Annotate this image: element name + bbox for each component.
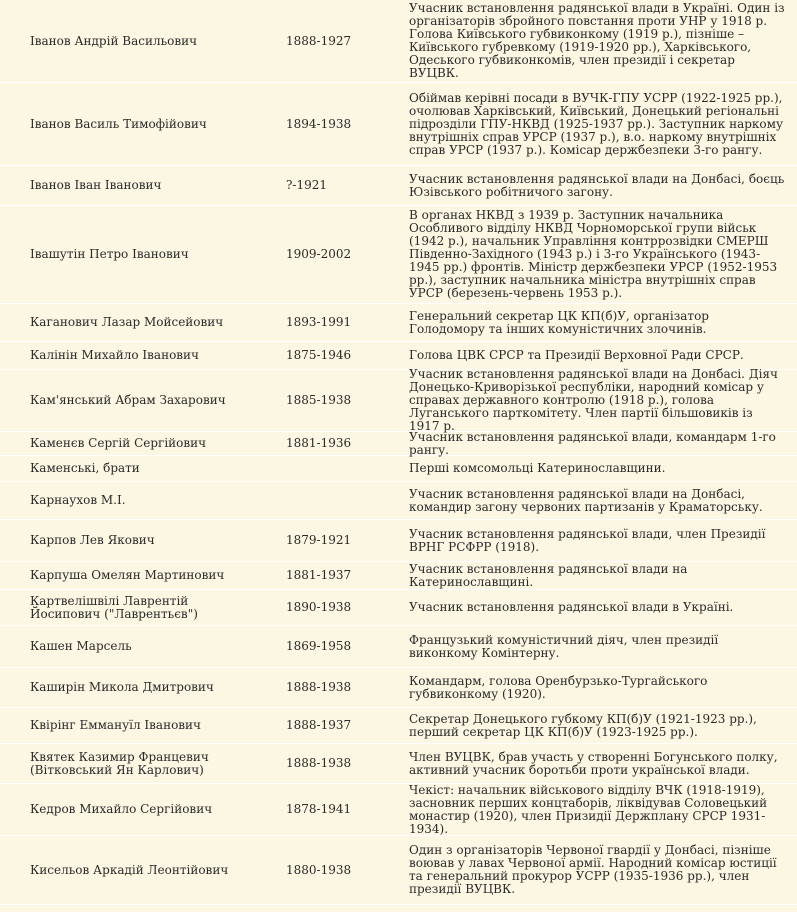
table-row: [0, 206, 797, 304]
person-name: Калінін Михайло Іванович: [30, 348, 199, 362]
life-years: 1880-1938: [286, 862, 352, 877]
person-name: Кедров Михайло Сергійович: [30, 802, 213, 816]
life-years: 1878-1941: [286, 802, 352, 816]
person-name: Каганович Лазар Мойсейович: [30, 315, 224, 329]
table-row: [0, 482, 797, 520]
person-description: Секретар Донецького губкому КП(б)У (1921-1923 рр.), перший секретар ЦК КП(б)У (1923-1925 рр.).: [409, 711, 757, 739]
table-row: [0, 562, 797, 590]
life-years: 1881-1937: [286, 568, 352, 582]
person-description: Учасник встановлення радянської влади, член Президії ВРНГ РСФРР (1918).: [409, 526, 766, 554]
table-row: [0, 429, 797, 457]
life-years: 1888-1937: [286, 718, 352, 732]
person-name: Картвелішвілі Лаврентій Йосипович ("Лаврентьєв"): [30, 593, 198, 621]
person-name: Квятек Казимир Францевич (Вітковський Ян Карлович): [30, 749, 209, 777]
person-name: Іванов Василь Тимофійович: [30, 116, 207, 131]
life-years: 1888-1938: [286, 756, 352, 770]
table-row: [0, 0, 797, 83]
table-row: [0, 708, 797, 744]
person-name: Карпуша Омелян Мартинович: [30, 568, 225, 582]
person-description: Обіймав керівні посади в ВУЧК-ГПУ УСРР (1922-1925 рр.), очолював Харківський, Київський, Донецький регіональні підрозділи ГПУ-НКВД (1925-1937 рр.). Заступник наркому внутрішніх справ УРСР (1937 р.), в.о. наркому внутрішніх справ УРСР (1937 р.). Комісар держбезпеки 3-го рангу.: [409, 90, 784, 157]
person-description: Командарм, голова Оренбурзько-Тургайського губвиконкому (1920).: [409, 673, 708, 701]
person-name: Каменські, брати: [30, 461, 140, 475]
table-row: [0, 590, 797, 626]
person-name: Карпов Лев Якович: [30, 533, 155, 547]
table-row: [0, 456, 797, 482]
life-years: ?-1921: [286, 178, 328, 192]
table-row: [0, 836, 797, 905]
table-row: [0, 304, 797, 342]
life-years: 1894-1938: [286, 116, 352, 131]
table-row: [0, 626, 797, 668]
table-row: [0, 83, 797, 166]
table-row: [0, 367, 797, 433]
table-row: [0, 784, 797, 836]
life-years: 1888-1938: [286, 680, 352, 694]
person-description: Генеральний секретар ЦК КП(б)У, організатор Голодомору та інших комуністичних злочинів.: [409, 308, 709, 336]
table-row: [0, 668, 797, 708]
table-row: [0, 744, 797, 784]
person-description: В органах НКВД з 1939 р. Заступник начальника Особливого відділу НКВД Чорноморської групи військ (1942 р.), начальник Управління контррозвідки СМЕРШ Південно-Західного (1943 р.) і 3-го Українського (1943-1945 рр.) фронтів. Міністр держбезпеки УРСР (1952-1953 рр.), заступник начальника міністра внутрішніх справ УРСР (березень-червень 1953 р.).: [409, 208, 778, 300]
life-years: 1879-1921: [286, 533, 352, 547]
person-name: Кам'янський Абрам Захарович: [30, 393, 226, 407]
person-name: Каменєв Сергій Сергійович: [30, 436, 207, 450]
person-description: Учасник встановлення радянської влади в Україні. Один із організаторів збройного повстання проти УНР у 1918 р. Голова Київського губвиконкому (1919 р.), пізніше – Київського губревкому (1919-1920 рр.), Харківського, Одеського губвиконкомів, член президії і секретар ВУЦВК.: [409, 1, 785, 80]
table-row: [0, 166, 797, 206]
life-years: 1909-2002: [286, 247, 352, 261]
person-name: Карнаухов М.І.: [30, 493, 126, 507]
person-name: Каширін Микола Дмитрович: [30, 680, 214, 694]
table-row: [0, 520, 797, 562]
person-name: Кисельов Аркадій Леонтійович: [30, 862, 229, 877]
person-description: Учасник встановлення радянської влади на Донбасі, боєць Юзівського робітничого загону.: [409, 171, 785, 199]
person-description: Учасник встановлення радянської влади в Україні.: [409, 600, 734, 614]
person-description: Французький комуністичний діяч, член президії виконкому Комінтерну.: [409, 632, 719, 660]
person-name: Іванов Іван Іванович: [30, 178, 162, 192]
person-description: Учасник встановлення радянської влади на Донбасі. Діяч Донецько-Криворізької республіки, народний комісар у справах державного контролю (1918 р.), голова Луганського парткомітету. Член партії більшовиків із 1917 р.: [409, 367, 778, 433]
life-years: 1890-1938: [286, 600, 352, 614]
person-description: Член ВУЦВК, брав участь у створенні Богунського полку, активний учасник боротьби проти української влади.: [409, 749, 778, 777]
person-description: Один з організаторів Червоної гвардії у Донбасі, пізніше воював у лавах Червоної армії. Народний комісар юстиції та генеральний прокурор УСРР (1935-1936 рр.), член президії ВУЦВК.: [409, 843, 777, 896]
life-years: 1888-1927: [286, 33, 352, 48]
person-description: Учасник встановлення радянської влади на Донбасі, командир загону червоних партизанів у Краматорську.: [409, 486, 763, 514]
life-years: 1881-1936: [286, 436, 352, 450]
person-name: Іванов Андрій Васильович: [30, 33, 198, 48]
life-years: 1869-1958: [286, 639, 352, 653]
life-years: 1885-1938: [286, 393, 352, 407]
person-description: Учасник встановлення радянської влади, командарм 1-го рангу.: [409, 429, 776, 457]
person-description: Чекіст: начальник військового відділу ВЧК (1918-1919), засновник перших концтаборів, ліквідував Соловецький монастир (1920), член Призидії Держплану СРСР 1931-1934).: [409, 782, 768, 836]
person-description: Учасник встановлення радянської влади на Катеринославщині.: [409, 561, 688, 589]
person-name: Квірінг Еммануїл Іванович: [30, 718, 201, 732]
person-description: Голова ЦВК СРСР та Президії Верховної Ради СРСР.: [409, 348, 744, 362]
person-name: Кашен Марсель: [30, 639, 132, 653]
person-name: Івашутін Петро Іванович: [30, 247, 189, 261]
life-years: 1893-1991: [286, 315, 352, 329]
life-years: 1875-1946: [286, 348, 352, 362]
person-description: Перші комсомольці Катеринославщини.: [409, 461, 666, 475]
